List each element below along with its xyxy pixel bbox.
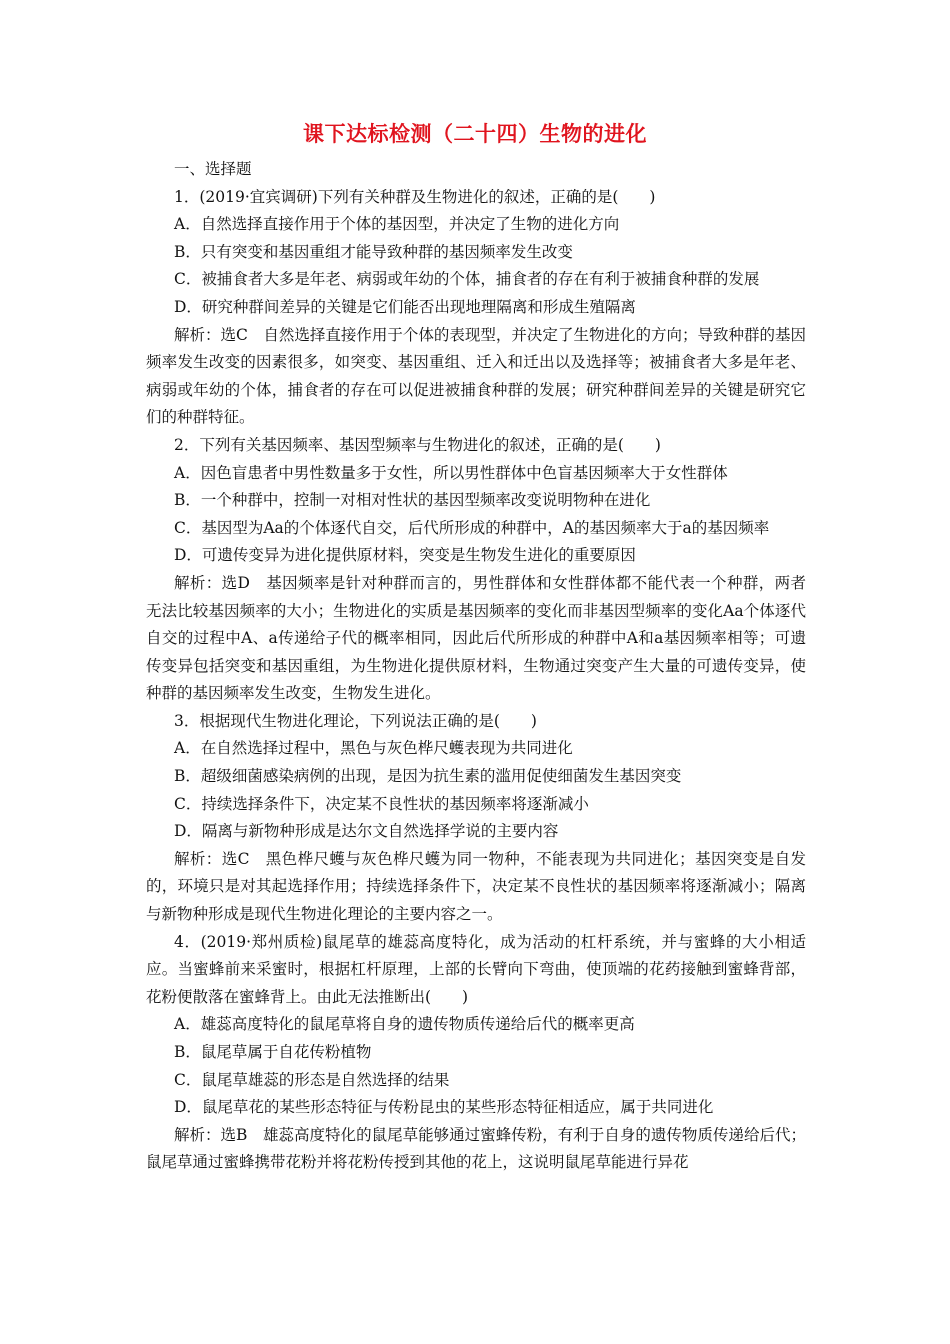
question-4-option-c: C．鼠尾草雄蕊的形态是自然选择的结果 bbox=[174, 1070, 450, 1089]
question-3-option-a: A．在自然选择过程中，黑色与灰色桦尺蠖表现为共同进化 bbox=[174, 739, 573, 758]
question-3-analysis: 解析：选C 黑色桦尺蠖与灰色桦尺蠖为同一物种，不能表现为共同进化；基因突变是自发的，环境只是对其起选择作用；持续选择条件下，决定某不良性状的基因频率将逐渐减小；隔离与新物种形成是现代生物进化理论的主要内容之一。 bbox=[146, 849, 806, 924]
question-3-option-d: D．隔离与新物种形成是达尔文自然选择学说的主要内容 bbox=[174, 822, 559, 841]
question-2-stem: 2．下列有关基因频率、基因型频率与生物进化的叙述，正确的是( ) bbox=[174, 435, 661, 454]
question-3-stem: 3．根据现代生物进化理论，下列说法正确的是( ) bbox=[174, 711, 537, 730]
question-2-analysis: 解析：选D 基因频率是针对种群而言的，男性群体和女性群体都不能代表一个种群，两者无法比较基因频率的大小；生物进化的实质是基因频率的变化而非基因型频率的变化Aa个体逐代自交的过程中A、a传递给子代的概率相同，因此后代所形成的种群中A和a基因频率相等；可遗传变异包括突变和基因重组，为生物进化提供原材料，生物通过突变产生大量的可遗传变异，使种群的基因频率发生改变，生物发生进化。 bbox=[146, 573, 806, 703]
question-1-option-d: D．研究种群间差异的关键是它们能否出现地理隔离和形成生殖隔离 bbox=[174, 297, 636, 316]
question-2-option-c: C．基因型为Aa的个体逐代自交，后代所形成的种群中，A的基因频率大于a的基因频率 bbox=[174, 518, 770, 537]
question-1-option-a: A．自然选择直接作用于个体的基因型，并决定了生物的进化方向 bbox=[174, 215, 620, 234]
question-4-analysis: 解析：选B 雄蕊高度特化的鼠尾草能够通过蜜蜂传粉，有利于自身的遗传物质传递给后代；鼠尾草通过蜜蜂携带花粉并将花粉传授到其他的花上，这说明鼠尾草能进行异花 bbox=[146, 1125, 806, 1172]
question-3-option-c: C．持续选择条件下，决定某不良性状的基因频率将逐渐减小 bbox=[174, 794, 589, 813]
section-heading: 一、选择题 bbox=[174, 160, 252, 178]
question-4-option-b: B．鼠尾草属于自花传粉植物 bbox=[174, 1043, 372, 1061]
question-3-option-b: B．超级细菌感染病例的出现，是因为抗生素的滥用促使细菌发生基因突变 bbox=[174, 767, 682, 786]
question-4-stem: 4．(2019·郑州质检)鼠尾草的雄蕊高度特化，成为活动的杠杆系统，并与蜜蜂的大小相适应。当蜜蜂前来采蜜时，根据杠杆原理，上部的长臂向下弯曲，使顶端的花药接触到蜜蜂背部，花粉便散落在蜜蜂背上。由此无法推断出( ) bbox=[146, 932, 806, 1006]
question-1-analysis: 解析：选C 自然选择直接作用于个体的表现型，并决定了生物进化的方向；导致种群的基因频率发生改变的因素很多，如突变、基因重组、迁入和迁出以及选择等；被捕食者大多是年老、病弱或年幼的个体，捕食者的存在可以促进被捕食种群的发展；研究种群间差异的关键是研究它们的种群特征。 bbox=[146, 325, 806, 427]
question-4-option-d: D．鼠尾草花的某些形态特征与传粉昆虫的某些形态特征相适应，属于共同进化 bbox=[174, 1098, 714, 1117]
document-body bbox=[146, 156, 806, 1177]
document-title: 课下达标检测（二十四）生物的进化 bbox=[303, 122, 647, 146]
question-4-option-a: A．雄蕊高度特化的鼠尾草将自身的遗传物质传递给后代的概率更高 bbox=[174, 1015, 635, 1034]
question-1-option-c: C．被捕食者大多是年老、病弱或年幼的个体，捕食者的存在有利于被捕食种群的发展 bbox=[174, 270, 760, 289]
question-1-stem: 1．(2019·宜宾调研)下列有关种群及生物进化的叙述，正确的是( ) bbox=[174, 187, 656, 206]
question-2-option-a: A．因色盲患者中男性数量多于女性，所以男性群体中色盲基因频率大于女性群体 bbox=[174, 463, 728, 482]
question-2-option-d: D．可遗传变异为进化提供原材料，突变是生物发生进化的重要原因 bbox=[174, 546, 636, 565]
question-2-option-b: B．一个种群中，控制一对相对性状的基因型频率改变说明物种在进化 bbox=[174, 491, 651, 510]
question-1-option-b: B．只有突变和基因重组才能导致种群的基因频率发生改变 bbox=[174, 242, 573, 261]
